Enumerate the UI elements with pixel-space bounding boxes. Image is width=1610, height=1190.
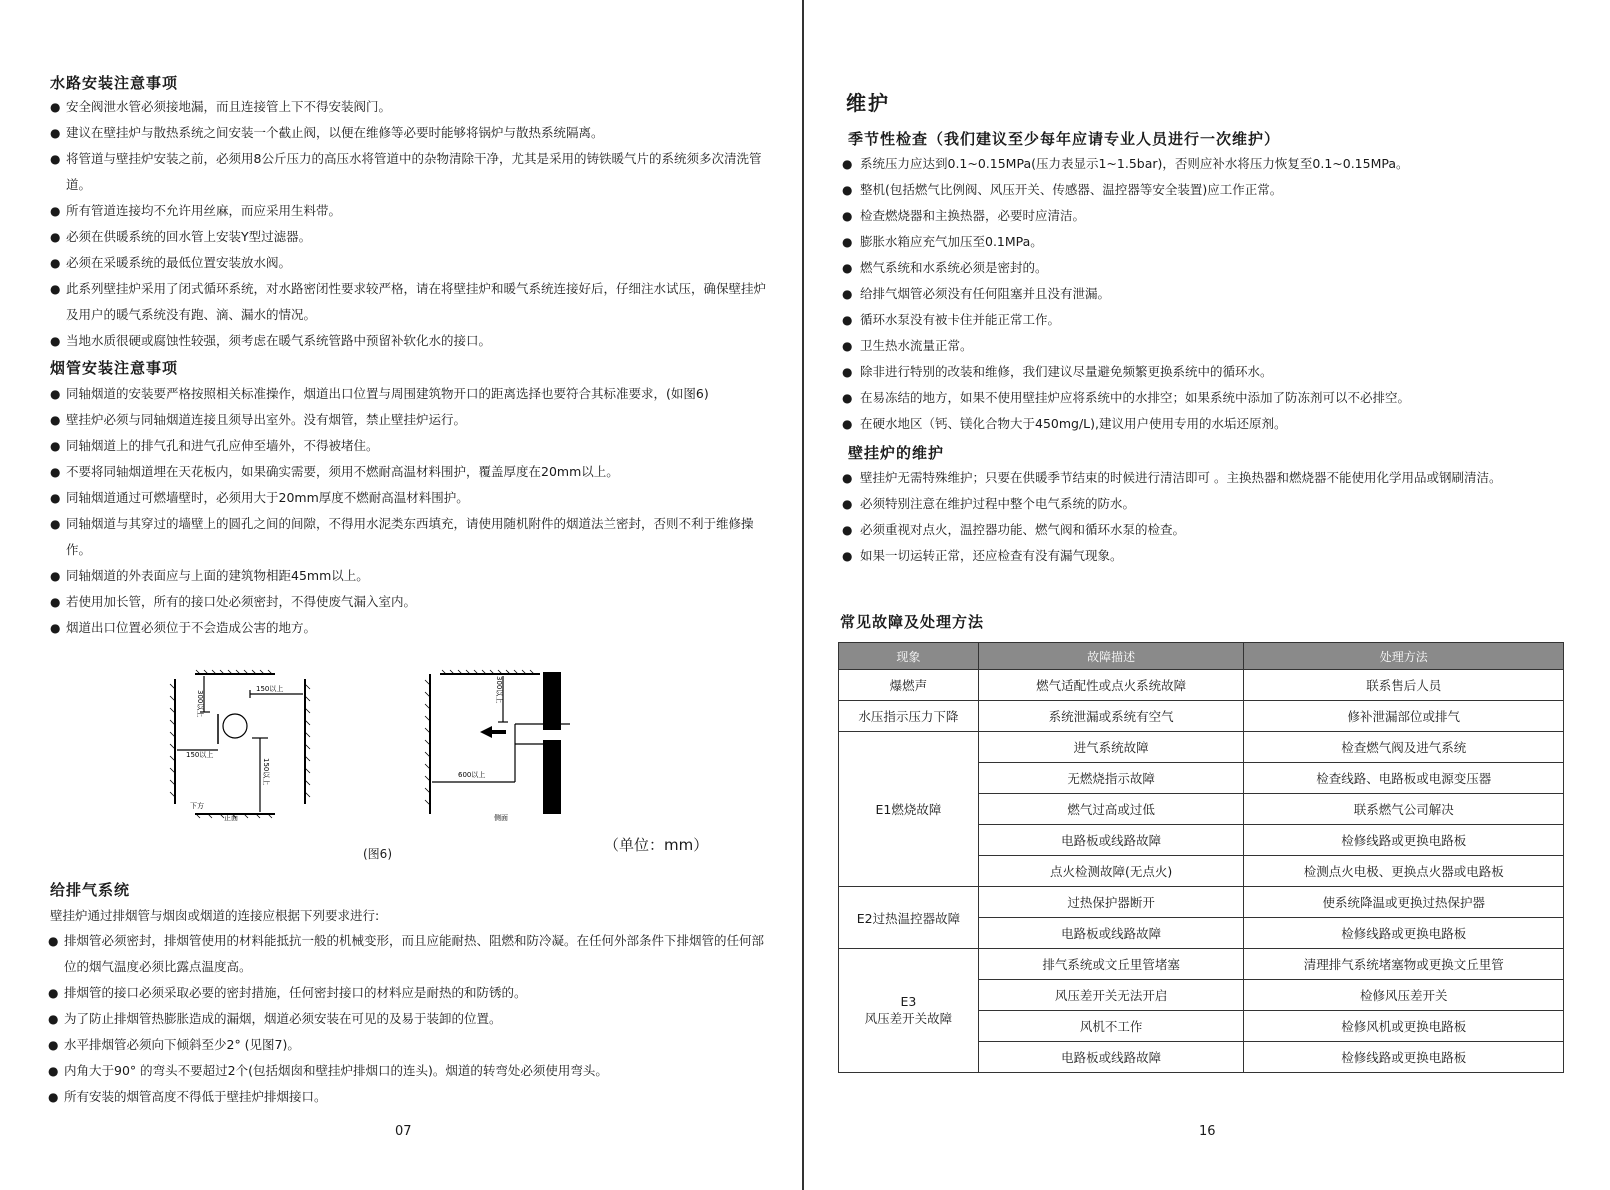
left-page: [0, 0, 803, 1190]
list-item: ● 检查燃烧器和主换热器，必要时应清洁。: [842, 203, 1582, 229]
table-row: [839, 670, 1564, 701]
side-top-dim-label: 300以上: [495, 676, 503, 704]
list-item: ● 系统压力应达到0.1~0.15MPa(压力表显示1~1.5bar)，否则应补水将压力恢复至0.1~0.15MPa。: [842, 151, 1582, 177]
solution-cell: 检查燃气阀及进气系统: [1244, 732, 1564, 763]
front-left-dim-label: 150以上: [186, 751, 214, 759]
table-row: [839, 732, 1564, 763]
list-item: ● 壁挂炉无需特殊维护；只要在供暖季节结束的时候进行清洁即可 。主换热器和燃烧器不能使用化学用品或钢刷清洁。: [842, 465, 1582, 491]
solution-cell: 清理排气系统堵塞物或更换文丘里管: [1244, 949, 1564, 980]
phenomenon-cell: [839, 949, 979, 1073]
left-page-number: 07: [395, 1124, 412, 1139]
fault-table: [838, 642, 1564, 1073]
list-item: ● 内角大于90° 的弯头不要超过2个(包括烟囱和壁挂炉排烟口的连头)。烟道的转弯处必须使用弯头。: [48, 1058, 770, 1084]
list-item: ● 排烟管必须密封，排烟管使用的材料能抵抗一般的机械变形，而且应能耐热、阻燃和防冷凝。在任何外部条件下排烟管的任何部位的烟气温度必须比露点温度高。: [48, 928, 770, 980]
list-item: ● 同轴烟道上的排气孔和进气孔应伸至墙外，不得被堵住。: [50, 433, 770, 459]
list-item: ● 若使用加长管，所有的接口处必须密封，不得使废气漏入室内。: [50, 589, 770, 615]
list-item: ● 所有管道连接均不允许用丝麻，而应采用生料带。: [50, 198, 770, 224]
list-item: ● 在易冻结的地方，如果不使用壁挂炉应将系统中的水排空；如果系统中添加了防冻剂可以不必排空。: [842, 385, 1582, 411]
header-phenomenon: 现象: [839, 643, 979, 670]
list-item: ● 整机(包括燃气比例阀、风压开关、传感器、温控器等安全装置)应工作正常。: [842, 177, 1582, 203]
list-item: ● 如果一切运转正常，还应检查有没有漏气现象。: [842, 543, 1582, 569]
exhaust-title: 给排气系统: [50, 881, 131, 899]
fault-table-header: [839, 643, 1564, 670]
solution-cell: 检修风机或更换电路板: [1244, 1011, 1564, 1042]
solution-cell: 检测点火电极、更换点火器或电路板: [1244, 856, 1564, 887]
list-item: ● 除非进行特别的改装和维修，我们建议尽量避免频繁更换系统中的循环水。: [842, 359, 1582, 385]
header-description: 故障描述: [978, 643, 1244, 670]
description-cell: 电路板或线路故障: [978, 825, 1244, 856]
solution-cell: 修补泄漏部位或排气: [1244, 701, 1564, 732]
list-item: ● 同轴烟道的安装要严格按照相关标准操作，烟道出口位置与周围建筑物开口的距离选择也要符合其标准要求，(如图6): [50, 381, 770, 407]
list-item: ● 卫生热水流量正常。: [842, 333, 1582, 359]
front-below-label: 下方: [190, 802, 204, 810]
phenomenon-cell: 爆燃声: [839, 670, 979, 701]
list-item: ● 同轴烟道与其穿过的墙壁上的圆孔之间的间隙，不得用水泥类东西填充，请使用随机附件的烟道法兰密封，否则不利于维修操作。: [50, 511, 770, 563]
list-item: ● 所有安装的烟管高度不得低于壁挂炉排烟接口。: [48, 1084, 770, 1110]
water-list: [50, 94, 770, 354]
list-item: ● 不要将同轴烟道埋在天花板内，如果确实需要，须用不燃耐高温材料围护，覆盖厚度在20mm以上。: [50, 459, 770, 485]
right-page: [806, 0, 1610, 1190]
phenomenon-code: E3: [900, 994, 917, 1009]
front-bottom-dim-label: 150以上: [262, 758, 270, 786]
list-item: ● 必须重视对点火，温控器功能、燃气阀和循环水泵的检查。: [842, 517, 1582, 543]
list-item: ● 必须特别注意在维护过程中整个电气系统的防水。: [842, 491, 1582, 517]
list-item: ● 建议在壁挂炉与散热系统之间安装一个截止阀，以便在维修等必要时能够将锅炉与散热系统隔离。: [50, 120, 770, 146]
solution-cell: 检修线路或更换电路板: [1244, 918, 1564, 949]
list-item: ● 同轴烟道通过可燃墙壁时，必须用大于20mm厚度不燃耐高温材料围护。: [50, 485, 770, 511]
list-item: ● 必须在采暖系统的最低位置安装放水阀。: [50, 250, 770, 276]
list-item: ● 循环水泵没有被卡住并能正常工作。: [842, 307, 1582, 333]
list-item: ● 此系列壁挂炉采用了闭式循环系统，对水路密闭性要求较严格，请在将壁挂炉和暖气系统连接好后，仔细注水试压，确保壁挂炉及用户的暖气系统没有跑、滴、漏水的情况。: [50, 276, 770, 328]
description-cell: 燃气适配性或点火系统故障: [978, 670, 1244, 701]
phenomenon-cell: 水压指示压力下降: [839, 701, 979, 732]
description-cell: 过热保护器断开: [978, 887, 1244, 918]
description-cell: 电路板或线路故障: [978, 918, 1244, 949]
list-item: ● 给排气烟管必须没有任何阻塞并且没有泄漏。: [842, 281, 1582, 307]
list-item: ● 壁挂炉必须与同轴烟道连接且须导出室外。没有烟管，禁止壁挂炉运行。: [50, 407, 770, 433]
exhaust-intro: 壁挂炉通过排烟管与烟囱或烟道的连接应根据下列要求进行:: [50, 908, 380, 923]
flue-list: [50, 381, 770, 641]
description-cell: 进气系统故障: [978, 732, 1244, 763]
solution-cell: 检查线路、电路板或电源变压器: [1244, 763, 1564, 794]
description-cell: 燃气过高或过低: [978, 794, 1244, 825]
solution-cell: 联系售后人员: [1244, 670, 1564, 701]
side-view-label: 侧面: [494, 814, 508, 822]
solution-cell: 检修风压差开关: [1244, 980, 1564, 1011]
seasonal-check-list: [842, 151, 1582, 437]
water-title: 水路安装注意事项: [50, 74, 179, 92]
figure-unit: （单位：mm）: [604, 836, 709, 854]
solution-cell: 检修线路或更换电路板: [1244, 825, 1564, 856]
phenomenon-cell: E1燃烧故障: [839, 732, 979, 887]
flue-title: 烟管安装注意事项: [50, 359, 179, 377]
figure-caption: (图6): [363, 847, 392, 861]
list-item: ● 为了防止排烟管热膨胀造成的漏烟，烟道必须安装在可见的及易于装卸的位置。: [48, 1006, 770, 1032]
side-bottom-dim-label: 600以上: [458, 771, 486, 779]
description-cell: 电路板或线路故障: [978, 1042, 1244, 1073]
description-cell: 点火检测故障(无点火): [978, 856, 1244, 887]
seasonal-check-title: 季节性检查（我们建议至少每年应请专业人员进行一次维护）: [848, 130, 1281, 148]
header-solution: 处理方法: [1244, 643, 1564, 670]
description-cell: 无燃烧指示故障: [978, 763, 1244, 794]
maintenance-title: 维护: [846, 91, 890, 115]
list-item: ● 烟道出口位置必须位于不会造成公害的地方。: [50, 615, 770, 641]
table-row: [839, 701, 1564, 732]
boiler-maintenance-title: 壁挂炉的维护: [848, 444, 945, 462]
front-right-dim-label: 150以上: [256, 685, 284, 693]
list-item: ● 水平排烟管必须向下倾斜至少2° (见图7)。: [48, 1032, 770, 1058]
list-item: ● 燃气系统和水系统必须是密封的。: [842, 255, 1582, 281]
phenomenon-label: 风压差开关故障: [864, 1011, 953, 1026]
list-item: ● 安全阀泄水管必须接地漏，而且连接管上下不得安装阀门。: [50, 94, 770, 120]
list-item: ● 将管道与壁挂炉安装之前，必须用8公斤压力的高压水将管道中的杂物清除干净，尤其是采用的铸铁暖气片的系统须多次清洗管道。: [50, 146, 770, 198]
list-item: ● 当地水质很硬或腐蚀性较强，须考虑在暖气系统管路中预留补软化水的接口。: [50, 328, 770, 354]
description-cell: 风机不工作: [978, 1011, 1244, 1042]
phenomenon-cell: E2过热温控器故障: [839, 887, 979, 949]
table-row: [839, 949, 1564, 980]
table-row: [839, 887, 1564, 918]
exhaust-list: [48, 928, 770, 1110]
description-cell: 排气系统或文丘里管堵塞: [978, 949, 1244, 980]
description-cell: 系统泄漏或系统有空气: [978, 701, 1244, 732]
description-cell: 风压差开关无法开启: [978, 980, 1244, 1011]
front-top-dim-label: 300以上: [196, 690, 204, 718]
list-item: ● 膨胀水箱应充气加压至0.1MPa。: [842, 229, 1582, 255]
boiler-maintenance-list: [842, 465, 1582, 569]
right-page-number: 16: [1199, 1124, 1216, 1139]
fault-table-title: 常见故障及处理方法: [840, 613, 985, 631]
solution-cell: 检修线路或更换电路板: [1244, 1042, 1564, 1073]
list-item: ● 在硬水地区（钙、镁化合物大于450mg/L),建议用户使用专用的水垢还原剂。: [842, 411, 1582, 437]
list-item: ● 必须在供暖系统的回水管上安装Y型过滤器。: [50, 224, 770, 250]
front-view-label: 正面: [224, 814, 238, 822]
list-item: ● 同轴烟道的外表面应与上面的建筑物相距45mm以上。: [50, 563, 770, 589]
list-item: ● 排烟管的接口必须采取必要的密封措施，任何密封接口的材料应是耐热的和防锈的。: [48, 980, 770, 1006]
solution-cell: 使系统降温或更换过热保护器: [1244, 887, 1564, 918]
solution-cell: 联系燃气公司解决: [1244, 794, 1564, 825]
